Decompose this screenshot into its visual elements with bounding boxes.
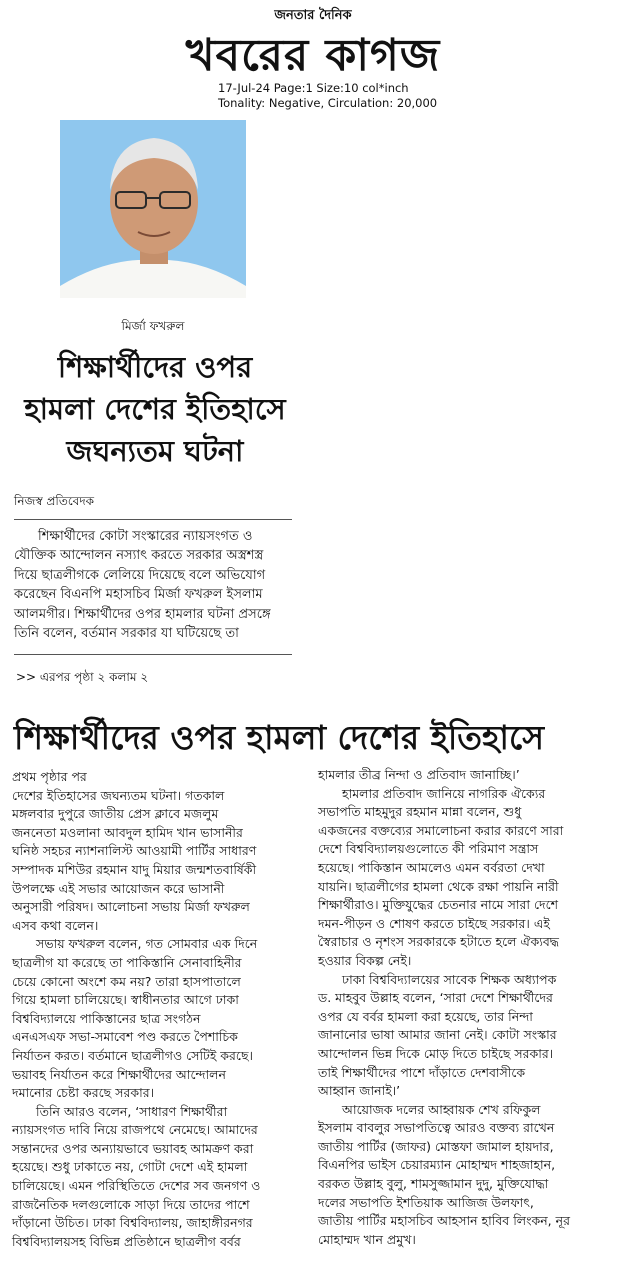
masthead-tagline: জনতার দৈনিক	[274, 8, 352, 23]
body-line: চালিয়েছে। এমন পরিস্থিতিতে দেশের সব জনগণ ও	[12, 1178, 261, 1194]
body-line: ভয়াবহ নির্যাতন করে শিক্ষার্থীদের আন্দোলন	[12, 1066, 226, 1082]
body-line: সন্তানদের ওপর অন্যায়ভাবে ভয়াবহ আমক্রণ করা	[12, 1140, 254, 1156]
main-headline	[14, 346, 296, 472]
divider	[14, 654, 292, 655]
masthead-title: খবরের কাগজ	[185, 30, 441, 81]
body-line: আহ্বান জানাই।’	[318, 1083, 401, 1099]
main-headline-line-1: শিক্ষার্থীদের ওপর	[57, 350, 253, 384]
body-line: উপলক্ষে এই সভার আয়োজন করে ভাসানী	[12, 880, 225, 896]
body-line: শিক্ষার্থীরাও। মুক্তিযুদ্ধের চেতনার নামে সারা দেশে	[318, 897, 559, 913]
body-line: বরকত উল্লাহ বুলু, শামসুজ্জামান দুদু, মুক্তিযোদ্ধা	[318, 1176, 549, 1192]
teaser-line: আলমগীর। শিক্ষার্থীদের ওপর হামলার ঘটনা প্রসঙ্গে	[14, 606, 271, 622]
body-line: দমন-পীড়ন ও শোষণ করতে চাইছে সরকার। এই	[318, 915, 550, 931]
body-line: স্বৈরাচার ও নৃশংস সরকারকে হটাতে হলে ঐক্যবদ্ধ	[318, 934, 559, 950]
clipping-meta-line-1: 17-Jul-24 Page:1 Size:10 col*inch	[218, 81, 409, 95]
body-line: সভায় ফখরুল বলেন, গত সোমবার এক দিনে	[36, 936, 258, 952]
continuation-right-column	[318, 766, 618, 1249]
body-line: আয়োজক দলের আহ্বায়ক শেখ রফিকুল	[342, 1101, 541, 1117]
body-line: নির্যাতন করত। বর্তমানে ছাত্রলীগও সেটিই করছে।	[12, 1047, 253, 1063]
body-line: ছাত্রলীগ যা করেছে তা পাকিস্তানি সেনাবাহিনীর	[12, 954, 242, 970]
body-line: হওয়ার বিকল্প নেই।	[318, 952, 412, 968]
continued-on-page-link: >> এরপর পৃষ্ঠা ২ কলাম ২	[16, 670, 149, 684]
body-line: হামলার প্রতিবাদ জানিয়ে নাগরিক ঐক্যের	[342, 785, 546, 801]
body-line: বিশ্ববিদ্যালয়ে পাকিস্তানের ছাত্র সংগঠন	[12, 1010, 201, 1026]
continuation-left-column	[12, 768, 312, 1251]
continuation-headline: শিক্ষার্থীদের ওপর হামলা দেশের ইতিহাসে	[14, 718, 545, 757]
body-line: তাই শিক্ষার্থীদের পাশে দাঁড়াতে দেশবাসীকে	[318, 1064, 526, 1080]
main-headline-line-2: হামলা দেশের ইতিহাসে	[24, 392, 286, 426]
body-line: হয়েছে। পাকিস্তান আমলেও এমন বর্বরতা দেখা	[318, 859, 545, 875]
teaser-line: দিয়ে ছাত্রলীগকে লেলিয়ে দিয়েছে বলে অভিযোগ	[14, 567, 266, 583]
body-line: একজনের বক্তব্যের সমালোচনা করার কারণে সারা	[318, 822, 564, 838]
clipping-meta-line-2: Tonality: Negative, Circulation: 20,000	[218, 96, 438, 110]
body-line: ন্যায়সংগত দাবি নিয়ে রাজপথে নেমেছে। আমাদের	[12, 1122, 258, 1138]
body-line: হয়েছে। শুধু ঢাকাতে নয়, গোটা দেশে এই হামলা	[12, 1159, 248, 1175]
photo-caption: মির্জা ফখরুল	[121, 319, 185, 333]
body-line: গিয়ে হামলা চালিয়েছে। স্বাধীনতার আগে ঢাকা	[12, 992, 239, 1008]
body-line: মঙ্গলবার দুপুরে জাতীয় প্রেস ক্লাবে মজলুম	[12, 806, 219, 822]
body-line: সভাপতি মাহমুদুর রহমান মান্না বলেন, শুধু	[318, 804, 522, 820]
body-line: ড. মাহবুব উল্লাহ বলেন, ‘সারা দেশে শিক্ষার্থীদের	[318, 990, 553, 1006]
body-line: জননেতা মওলানা আবদুল হামিদ খান ভাসানীর	[12, 824, 243, 840]
teaser-line: শিক্ষার্থীদের কোটা সংস্কারের ন্যায়সংগত ও	[38, 529, 253, 544]
teaser-line: করেছেন বিএনপি মহাসচিব মির্জা ফখরুল ইসলাম	[14, 587, 263, 603]
body-line: রাজনৈতিক দলগুলোকে সাড়া দিয়ে তাদের পাশে	[12, 1196, 250, 1212]
body-line: ইসলাম বাবলুর সভাপতিত্বে আরও বক্তব্য রাখেন	[318, 1120, 555, 1136]
body-line: ঘনিষ্ঠ সহচর ন্যাশনালিস্ট আওয়ামী পার্টির সাধারণ	[12, 843, 257, 859]
body-line: তিনি আরও বলেন, ‘সাধারণ শিক্ষার্থীরা	[36, 1103, 228, 1119]
body-line: অনুসারী পরিষদ। আলোচনা সভায় মির্জা ফখরুল	[12, 899, 250, 915]
body-line: এনএসএফ সভা-সমাবেশ পণ্ড করতে পৈশাচিক	[12, 1029, 238, 1045]
body-line: দমানোর চেষ্টা করছে সরকার।	[12, 1085, 155, 1101]
body-line: বিশ্ববিদ্যালয়সহ বিভিন্ন প্রতিষ্ঠানে ছাত্রলীগ বর্বর	[12, 1233, 241, 1249]
from-front-page-label: প্রথম পৃষ্ঠার পর	[12, 769, 87, 784]
body-line: যায়নি। ছাত্রলীগের হামলা থেকে রক্ষা পায়নি নারী	[318, 878, 559, 894]
body-line: ঢাকা বিশ্ববিদ্যালয়ের সাবেক শিক্ষক অধ্যাপক	[342, 971, 557, 987]
body-line: সম্পাদক মশিউর রহমান যাদু মিয়ার জন্মশতবার্ষিকী	[12, 861, 257, 877]
main-headline-line-3: জঘন্যতম ঘটনা	[66, 434, 244, 468]
body-line: জাতীয় পার্টির (জাফর) মোস্তফা জামাল হায়দার,	[318, 1138, 554, 1154]
body-line: এসব কথা বলেন।	[12, 917, 99, 933]
body-line: ওপর যে বর্বর হামলা করা হয়েছে, তার নিন্দা	[318, 1008, 533, 1024]
front-page-teaser	[14, 527, 291, 643]
teaser-line: তিনি বলেন, বর্তমান সরকার যা ঘটিয়েছে তা	[14, 626, 239, 642]
portrait-photo	[60, 120, 246, 298]
byline: নিজস্ব প্রতিবেদক	[14, 494, 95, 508]
body-line: জাতীয় পার্টির মহাসচিব আহসান হাবিব লিংকন, নূর	[318, 1213, 570, 1229]
divider	[14, 519, 292, 520]
body-line: দেশের ইতিহাসের জঘন্যতম ঘটনা। গতকাল	[12, 787, 225, 803]
body-line: জানানোর ভাষা আমার জানা নেই। কোটা সংস্কার	[318, 1027, 557, 1043]
body-line: বিএনপির ভাইস চেয়ারম্যান মোহাম্মদ শাহজাহান,	[318, 1157, 556, 1173]
body-line: হামলার তীব্র নিন্দা ও প্রতিবাদ জানাচ্ছি।’	[318, 767, 520, 782]
teaser-line: যৌক্তিক আন্দোলন নস্যাৎ করতে সরকার অস্ত্রশস্ত্র	[14, 548, 264, 564]
body-line: দাঁড়ানো উচিত। ঢাকা বিশ্ববিদ্যালয়, জাহাঙ্গীরনগর	[12, 1215, 253, 1231]
body-line: দেশে বিশ্ববিদ্যালয়গুলোতে কী পরিমাণ সন্ত্রাস	[318, 841, 539, 857]
body-line: চেয়ে কোনো অংশে কম নয়? তারা হাসপাতালে	[12, 973, 241, 989]
body-line: আন্দোলন ভিন্ন দিকে মোড় দিতে চাইছে সরকার।	[318, 1045, 554, 1061]
body-line: মোহাম্মদ খান প্রমুখ।	[318, 1231, 416, 1247]
body-line: দলের সভাপতি ইশতিয়াক আজিজ উলফাৎ,	[318, 1194, 534, 1210]
